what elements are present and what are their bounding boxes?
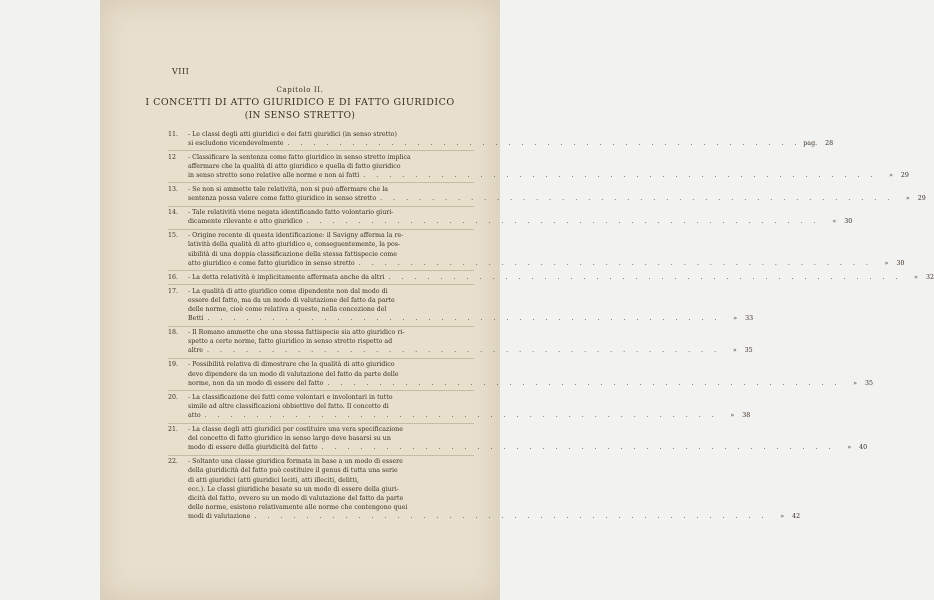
- page-reference: [837, 425, 867, 452]
- entry-number: 12: [168, 153, 177, 161]
- entry-line: essere del fatto, ma da un modo di valutazione del fatto da parte: [188, 296, 395, 304]
- entry-last-line: [188, 259, 872, 268]
- entry-line: - Le classi degli atti giuridici e dei fatti giuridici (in senso stretto): [188, 130, 397, 138]
- entry-line: simile ad altre classificazioni obbiettive del fatto. Il concetto di: [188, 402, 389, 410]
- page-prefix: »: [732, 347, 737, 355]
- page-prefix: »: [905, 195, 910, 203]
- page-prefix: pag.: [803, 139, 818, 147]
- dot-leader: . . . . . . . . . . . . . . . . . . . . . . . . . . . . . . . . . . . . . . . .: [327, 379, 841, 387]
- dot-leader: . . . . . . . . . . . . . . . . . . . . . . . . . . . . . . . . . . . . . . . .: [287, 139, 802, 147]
- chapter-label: Capitolo II.: [276, 86, 324, 94]
- dot-leader: . . . . . . . . . . . . . . . . . . . . . . . . . . . . . . . . . . . . . . . .: [306, 218, 821, 226]
- dot-leader: . . . . . . . . . . . . . . . . . . . . . . . . . . . . . . . . . . . . . . . .: [254, 512, 769, 520]
- page-number-ref: 29: [917, 195, 926, 203]
- toc-entry: [168, 424, 868, 456]
- chapter-subtitle: (IN SENSO STRETTO): [244, 111, 356, 121]
- entry-number: 13.: [168, 185, 179, 193]
- dot-leader: . . . . . . . . . . . . . . . . . . . . . . . . . . . . . . . . . . . . . . . .: [388, 273, 903, 281]
- toc-entry: [168, 183, 926, 206]
- dot-leader: . . . . . . . . . . . . . . . . . . . . . . . . . . . . . . . . . . . . . . . .: [207, 315, 722, 323]
- entry-line: - Soltanto una classe giuridica formata in base a un modo di essere: [188, 458, 403, 466]
- entry-line: modo di essere della giuridicità del fatto: [188, 444, 318, 452]
- toc-entry: [168, 456, 801, 524]
- book-page: [100, 0, 934, 600]
- entry-line: affermare che la qualità di atto giuridico e quella di fatto giuridico: [188, 162, 401, 170]
- entry-text: [188, 153, 879, 180]
- entry-line: - Origine recente di questa identificazione: il Savigny afferma la re-: [188, 232, 404, 240]
- entry-text: [188, 231, 874, 267]
- entry-text: [188, 273, 904, 282]
- entry-line: atto giuridico e come fatto giuridico in senso stretto: [188, 259, 355, 267]
- entry-text: [188, 208, 822, 226]
- entry-line: - Tale relatività viene negata identificando fatto volontario giuri-: [188, 209, 394, 217]
- entry-number: 14.: [168, 209, 179, 217]
- entry-number: 18.: [168, 329, 179, 337]
- page-prefix: »: [847, 444, 852, 452]
- entry-line: - La classe degli atti giuridici per costituire una vera specificazione: [188, 426, 403, 434]
- entry-line: sentenza possa valere come fatto giuridico in senso stretto: [188, 195, 377, 203]
- entry-number: 19.: [168, 361, 179, 369]
- entry-line: dicamente rilevante e atto giuridico: [188, 218, 303, 226]
- page-number-ref: 33: [745, 315, 754, 323]
- entry-text: [188, 328, 723, 355]
- toc-entry: [168, 271, 934, 285]
- entry-line: delle norme, cioè come relativa a queste, nella concezione del: [188, 306, 387, 313]
- entry-text: [188, 393, 720, 420]
- page-prefix: »: [914, 273, 918, 281]
- dot-leader: . . . . . . . . . . . . . . . . . . . . . . . . . . . . . . . . . . . . . . . .: [363, 171, 877, 179]
- entry-line: ecc.). Le classi giuridiche basate su un modo di essere della giuri-: [188, 485, 399, 493]
- entry-last-line: [188, 217, 820, 226]
- entry-line: - La classificazione dei fatti come volontari e involontari in tutto: [188, 393, 393, 401]
- entry-line: latività della qualità di atto giuridico e, conseguentemente, la pos-: [188, 241, 401, 249]
- page-prefix: »: [853, 379, 857, 387]
- toc-entry: [168, 359, 873, 391]
- page-reference: [822, 208, 852, 226]
- page-reference: [843, 360, 873, 387]
- dot-leader: . . . . . . . . . . . . . . . . . . . . . . . . . . . . . . . . . . . . . . . .: [204, 411, 719, 419]
- entry-number: 11.: [168, 130, 179, 138]
- page-number-ref: 32: [926, 273, 934, 281]
- page-reference: [723, 328, 753, 355]
- chapter-title: I CONCETTI DI ATTO GIURIDICO E DI FATTO GIURIDICO: [145, 97, 455, 108]
- entry-line: in senso stretto sono relative alle norme e non ai fatti: [188, 171, 360, 179]
- entry-last-line: [188, 346, 721, 355]
- entry-line: atto: [188, 411, 201, 419]
- entry-number: 21.: [168, 426, 179, 434]
- toc-entry: [168, 285, 754, 326]
- page-reference: [723, 287, 753, 323]
- entry-line: della giuridicità del fatto può costituire il genus di tutta una serie: [188, 467, 398, 475]
- page-number-ref: 38: [742, 411, 751, 419]
- entry-line: di atti giuridici (atti giuridici leciti, atti illeciti, delitti,: [188, 476, 359, 484]
- entry-line: sibilità di una doppia classificazione della stessa fattispecie come: [188, 250, 398, 258]
- page-number-ref: 30: [896, 259, 905, 267]
- page-reference: [720, 393, 750, 420]
- page-number-ref: 35: [744, 347, 753, 355]
- dot-leader: . . . . . . . . . . . . . . . . . . . . . . . . . . . . . . . . . . . . . . . .: [207, 347, 721, 355]
- page-number-ref: 35: [864, 379, 873, 387]
- entry-number: 15.: [168, 232, 179, 240]
- entry-line: dicità del fatto, ovvero su un modo di valutazione del fatto da parte: [188, 494, 404, 502]
- dot-leader: . . . . . . . . . . . . . . . . . . . . . . . . . . . . . . . . . . . . . . . .: [358, 259, 873, 267]
- entry-last-line: [188, 171, 877, 180]
- page-number: VIII: [172, 67, 190, 76]
- entry-line: - La qualità di atto giuridico come dipendente non dal modo di: [188, 287, 388, 295]
- entry-last-line: [188, 139, 801, 148]
- page-number-ref: 42: [792, 512, 801, 520]
- page-reference: [874, 231, 904, 267]
- entry-number: 20.: [168, 393, 179, 401]
- entry-line: - Classificare la sentenza come fatto giuridico in senso stretto implica: [188, 153, 411, 161]
- entry-last-line: [188, 379, 841, 388]
- entry-number: 16.: [168, 273, 179, 281]
- page-reference: [770, 457, 800, 521]
- entry-last-line: [188, 411, 718, 420]
- entry-text: [188, 185, 896, 203]
- entry-line: - Possibilità relativa di dimostrare che la qualità di atto giuridico: [188, 361, 395, 369]
- entry-line: modi di valutazione: [188, 512, 251, 520]
- page-prefix: »: [733, 315, 738, 323]
- toc-entry: [168, 151, 909, 183]
- entry-line: deve dipendere da un modo di valutazione del fatto da parte delle: [188, 370, 399, 378]
- page-reference: [904, 273, 934, 282]
- page-number-ref: 28: [825, 139, 834, 147]
- entry-last-line: [188, 273, 902, 282]
- entry-last-line: [188, 512, 768, 521]
- entry-line: - Se non si ammette tale relatività, non si può affermare che la: [188, 185, 389, 193]
- page-number-ref: 30: [844, 218, 853, 226]
- entry-last-line: [188, 314, 721, 323]
- entry-last-line: [188, 443, 835, 452]
- toc-entry: [168, 391, 751, 423]
- table-of-contents: [168, 128, 934, 523]
- toc-entry: [168, 207, 853, 230]
- entry-number: 22.: [168, 458, 179, 466]
- toc-entry: [168, 230, 905, 271]
- page-prefix: »: [884, 259, 889, 267]
- entry-text: [188, 287, 723, 323]
- toc-entry: [168, 128, 834, 151]
- dot-leader: . . . . . . . . . . . . . . . . . . . . . . . . . . . . . . . . . . . . . . . .: [380, 195, 894, 203]
- entry-line: si escludono vicendevolmente: [188, 139, 284, 147]
- page-prefix: »: [832, 218, 837, 226]
- entry-line: delle norme, esistono relativamente alle norme che contengono quei: [188, 503, 408, 511]
- entry-line: Betti: [188, 315, 204, 323]
- entry-line: altre: [188, 347, 204, 355]
- entry-last-line: [188, 194, 894, 203]
- entry-text: [188, 457, 770, 521]
- page-number-ref: 29: [900, 171, 909, 179]
- toc-entry: [168, 327, 753, 359]
- entry-text: [188, 425, 837, 452]
- page-prefix: »: [780, 512, 785, 520]
- entry-text: [188, 360, 843, 387]
- page-reference: [803, 130, 833, 148]
- page-prefix: »: [889, 171, 893, 179]
- entry-line: - Il Romano ammette che una stessa fattispecie sia atto giuridico ri-: [188, 329, 405, 337]
- dot-leader: . . . . . . . . . . . . . . . . . . . . . . . . . . . . . . . . . . . . . . . .: [321, 444, 836, 452]
- page-prefix: »: [730, 411, 735, 419]
- page-number-ref: 40: [859, 444, 868, 452]
- page-reference: [879, 153, 909, 180]
- page-reference: [896, 185, 926, 203]
- entry-number: 17.: [168, 287, 179, 295]
- entry-line: spetto a certe norme, fatto giuridico in senso stretto rispetto ad: [188, 338, 393, 346]
- entry-line: - La detta relatività è implicitamente affermata anche da altri: [188, 273, 385, 281]
- entry-line: norme, non da un modo di essere del fatto: [188, 379, 324, 387]
- entry-text: [188, 130, 803, 148]
- entry-line: del concetto di fatto giuridico in senso largo deve basarsi su un: [188, 435, 391, 443]
